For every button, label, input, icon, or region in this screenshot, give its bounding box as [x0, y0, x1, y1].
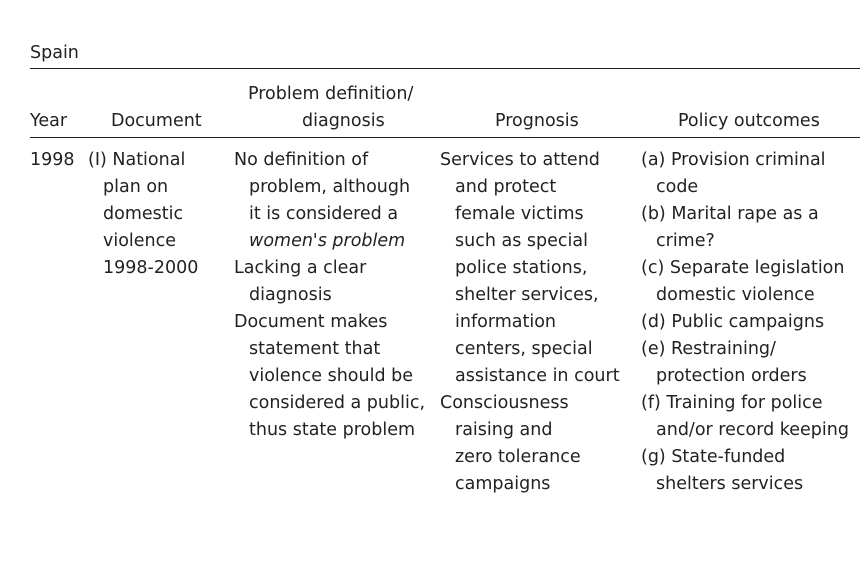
outcome-line: (g) State-funded [641, 447, 786, 467]
outcome-line: (a) Provision criminal [641, 150, 826, 170]
header-year: Year [30, 111, 68, 131]
document-line: plan on [103, 177, 169, 197]
problem-line: problem, although [249, 177, 411, 197]
prognosis-line: information [455, 312, 557, 332]
problem-line: diagnosis [249, 285, 332, 305]
outcome-line: crime? [656, 231, 715, 251]
prognosis-line: shelter services, [455, 285, 599, 305]
cell-problem [234, 147, 425, 444]
prognosis-line: such as special [455, 231, 588, 251]
document-line: (I) National [88, 150, 186, 170]
cell-outcomes [641, 147, 860, 498]
problem-line-italic: women's problem [249, 231, 406, 251]
prognosis-line: campaigns [455, 474, 551, 494]
header-outcomes: Policy outcomes [678, 111, 820, 131]
prognosis-line: and protect [455, 177, 557, 197]
prognosis-line: raising and [455, 420, 553, 440]
document-line: violence [103, 231, 177, 251]
outcome-line: and/or record keeping [656, 420, 849, 440]
prognosis-line: Services to attend [440, 150, 600, 170]
country-label: Spain [30, 43, 79, 63]
header-rule [30, 137, 860, 138]
prognosis-line: assistance in court [455, 366, 620, 386]
header-document: Document [111, 111, 202, 131]
header-problem-line1: Problem definition/ [248, 84, 414, 104]
problem-line: it is considered a [249, 204, 399, 224]
prognosis-line: female victims [455, 204, 584, 224]
outcome-line: code [656, 177, 699, 197]
problem-line: violence should be [249, 366, 414, 386]
problem-line: Document makes [234, 312, 388, 332]
document-line: 1998-2000 [103, 258, 199, 278]
outcome-line: protection orders [656, 366, 807, 386]
cell-year: 1998 [30, 150, 75, 170]
prognosis-line: police stations, [455, 258, 588, 278]
outcome-line: (e) Restraining/ [641, 339, 776, 359]
prognosis-line: zero tolerance [455, 447, 581, 467]
problem-line: Lacking a clear [234, 258, 367, 278]
prognosis-line: Consciousness [440, 393, 569, 413]
cell-prognosis [440, 147, 620, 498]
outcome-line: (d) Public campaigns [641, 312, 825, 332]
outcome-line: shelters services [656, 474, 804, 494]
header-prognosis: Prognosis [495, 111, 579, 131]
cell-document [88, 147, 198, 282]
outcome-line: domestic violence [656, 285, 815, 305]
header-problem-line2: diagnosis [302, 111, 385, 131]
problem-line: thus state problem [249, 420, 416, 440]
top-rule [30, 68, 860, 69]
problem-line: statement that [249, 339, 381, 359]
outcome-line: (f) Training for police [641, 393, 823, 413]
prognosis-line: centers, special [455, 339, 593, 359]
outcome-line: (c) Separate legislation [641, 258, 845, 278]
outcome-line: (b) Marital rape as a [641, 204, 819, 224]
problem-line: No definition of [234, 150, 369, 170]
problem-line: considered a public, [249, 393, 426, 413]
document-line: domestic [103, 204, 184, 224]
